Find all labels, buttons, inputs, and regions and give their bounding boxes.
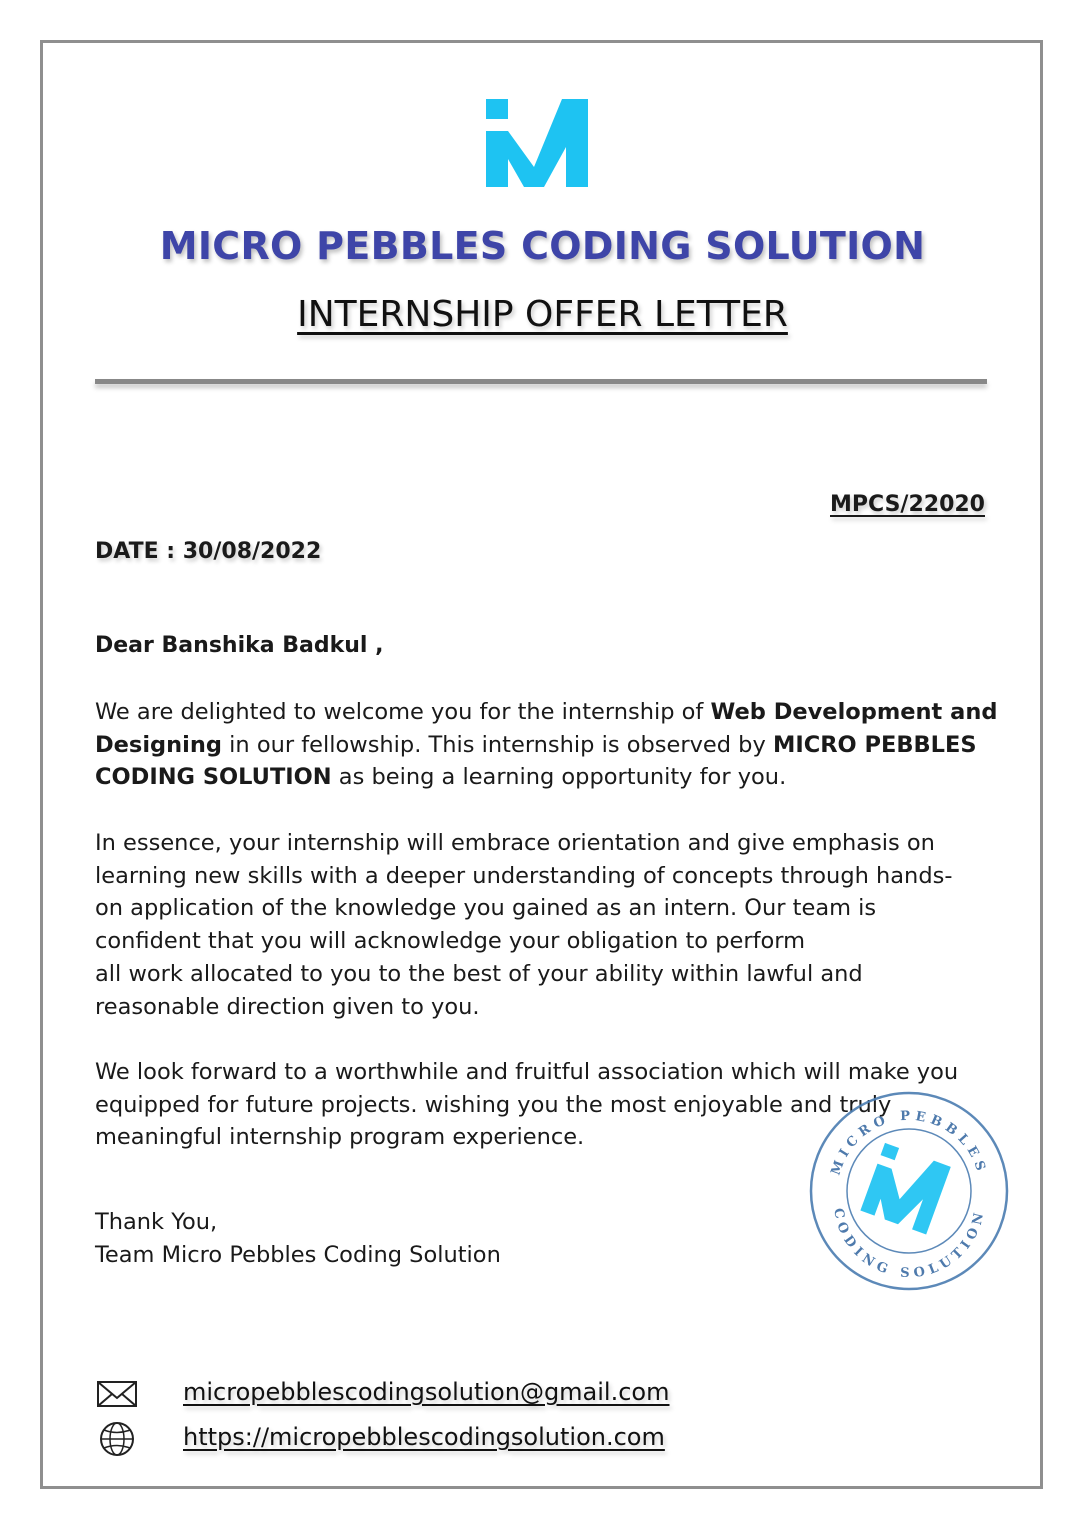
company-seal-stamp-icon: [808, 1090, 1010, 1292]
email-link[interactable]: micropebblescodingsolution@gmail.com: [183, 1378, 670, 1406]
website-link[interactable]: https://micropebblescodingsolution.com: [183, 1423, 665, 1451]
salutation: Dear Banshika Badkul ,: [95, 633, 384, 658]
paragraph-welcome: We are delighted to welcome you for the internship of Web Development and Designing in our fellowship. This internship is observed by MICRO PEBBLES CODING SOLUTION as being a learning opportunity for you.: [95, 699, 998, 791]
company-name: MICRO PEBBLES CODING SOLUTION: [159, 224, 926, 268]
closing: Thank You, Team Micro Pebbles Coding Solution: [95, 1209, 501, 1268]
reference-number: MPCS/22020: [830, 492, 985, 517]
svg-text:CODING SOLUTION: CODING SOLUTION: [830, 1206, 989, 1282]
paragraph-essence: In essence, your internship will embrace orientation and give emphasis on learning new skills with a deeper understanding of concepts through hands- on application of the knowledge you gained as an intern. Our team is confident that you will acknowledge your obligation to perform all work allocated to you to the best of your ability within lawful and reasonable direction given to you.: [95, 830, 953, 1020]
micro-pebbles-logo-icon: [484, 97, 590, 189]
globe-icon: [95, 1421, 139, 1457]
letter-date: DATE : 30/08/2022: [95, 539, 322, 564]
envelope-icon: [95, 1376, 139, 1412]
document-title: INTERNSHIP OFFER LETTER: [297, 294, 788, 335]
paragraph-forward: We look forward to a worthwhile and fruitful association which will make you equipped for future projects. wishing you the most enjoyable and truly meaningful internship program experience.: [95, 1059, 959, 1151]
header-divider: [95, 379, 987, 384]
svg-text:MICRO PEBBLES: MICRO PEBBLES: [828, 1108, 990, 1178]
